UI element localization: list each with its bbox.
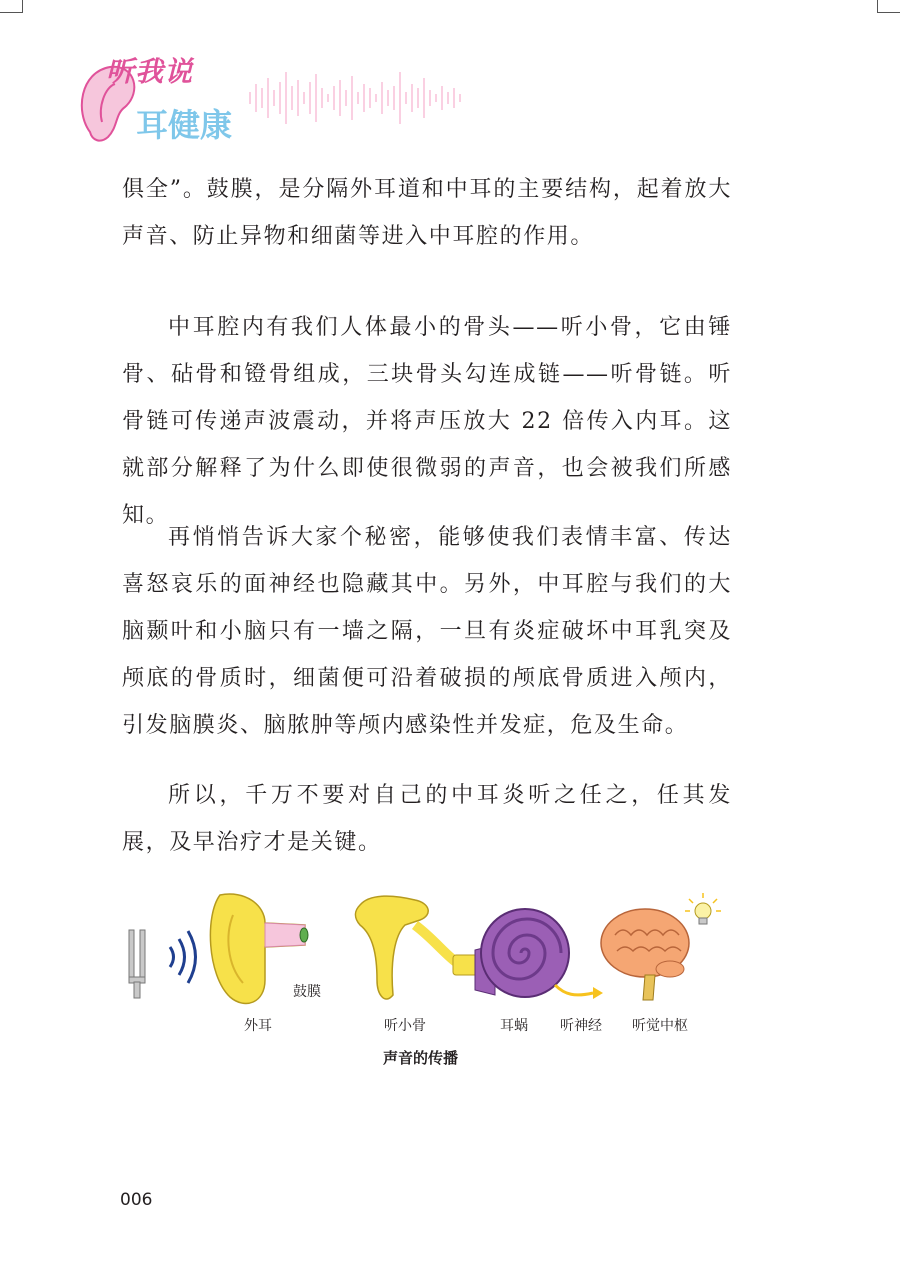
- body-paragraph-2: [122, 304, 732, 539]
- tuning-fork-icon: [129, 930, 145, 998]
- label-eardrum: 鼓膜: [293, 984, 321, 1000]
- label-ossicles: 听小骨: [384, 1018, 426, 1034]
- cochlea-icon: [475, 909, 603, 999]
- label-outer-ear: 外耳: [244, 1018, 272, 1034]
- crop-mark-top-left: [0, 0, 23, 13]
- light-bulb-icon: [685, 893, 721, 924]
- label-auditory-center: 听觉中枢: [632, 1018, 688, 1034]
- brain-icon: [601, 909, 689, 1000]
- sound-wave-icon: [170, 931, 196, 983]
- ossicles-icon: [355, 896, 480, 999]
- paragraph-text: 中耳腔内有我们人体最小的骨头——听小骨，它由锤骨、砧骨和镫骨组成，三块骨头勾连成链——听骨链。听骨链可传递声波震动，并将声压放大 22 倍传入内耳。这就部分解释了为什么即使很微弱的声音，也会被我们所感知。: [122, 315, 732, 528]
- body-paragraph-3: [122, 514, 732, 749]
- brand-title-line2: 耳健康: [136, 106, 233, 144]
- paragraph-text: 再悄悄告诉大家个秘密，能够使我们表情丰富、传达喜怒哀乐的面神经也隐藏其中。另外，中耳腔与我们的大脑颞叶和小脑只有一墙之隔，一旦有炎症破坏中耳乳突及颅底的骨质时，细菌便可沿着破损的颅底骨质进入颅内，引发脑膜炎、脑脓肿等颅内感染性并发症，危及生命。: [122, 525, 732, 738]
- label-cochlea: 耳蜗: [500, 1018, 528, 1034]
- crop-mark-top-right: [877, 0, 900, 13]
- body-paragraph-1: [122, 166, 732, 260]
- body-paragraph-4: [122, 772, 732, 866]
- paragraph-text: 所以，千万不要对自己的中耳炎听之任之，任其发展，及早治疗才是关键。: [122, 783, 732, 855]
- sound-propagation-figure: [115, 885, 735, 1075]
- figure-caption: 声音的传播: [383, 1049, 459, 1067]
- paragraph-text: 俱全”。鼓膜，是分隔外耳道和中耳的主要结构，起着放大声音、防止异物和细菌等进入中耳腔的作用。: [122, 177, 732, 249]
- brand-title-line1: 听我说: [106, 55, 194, 88]
- label-auditory-nerve: 听神经: [560, 1018, 602, 1034]
- page-number: 006: [120, 1190, 153, 1210]
